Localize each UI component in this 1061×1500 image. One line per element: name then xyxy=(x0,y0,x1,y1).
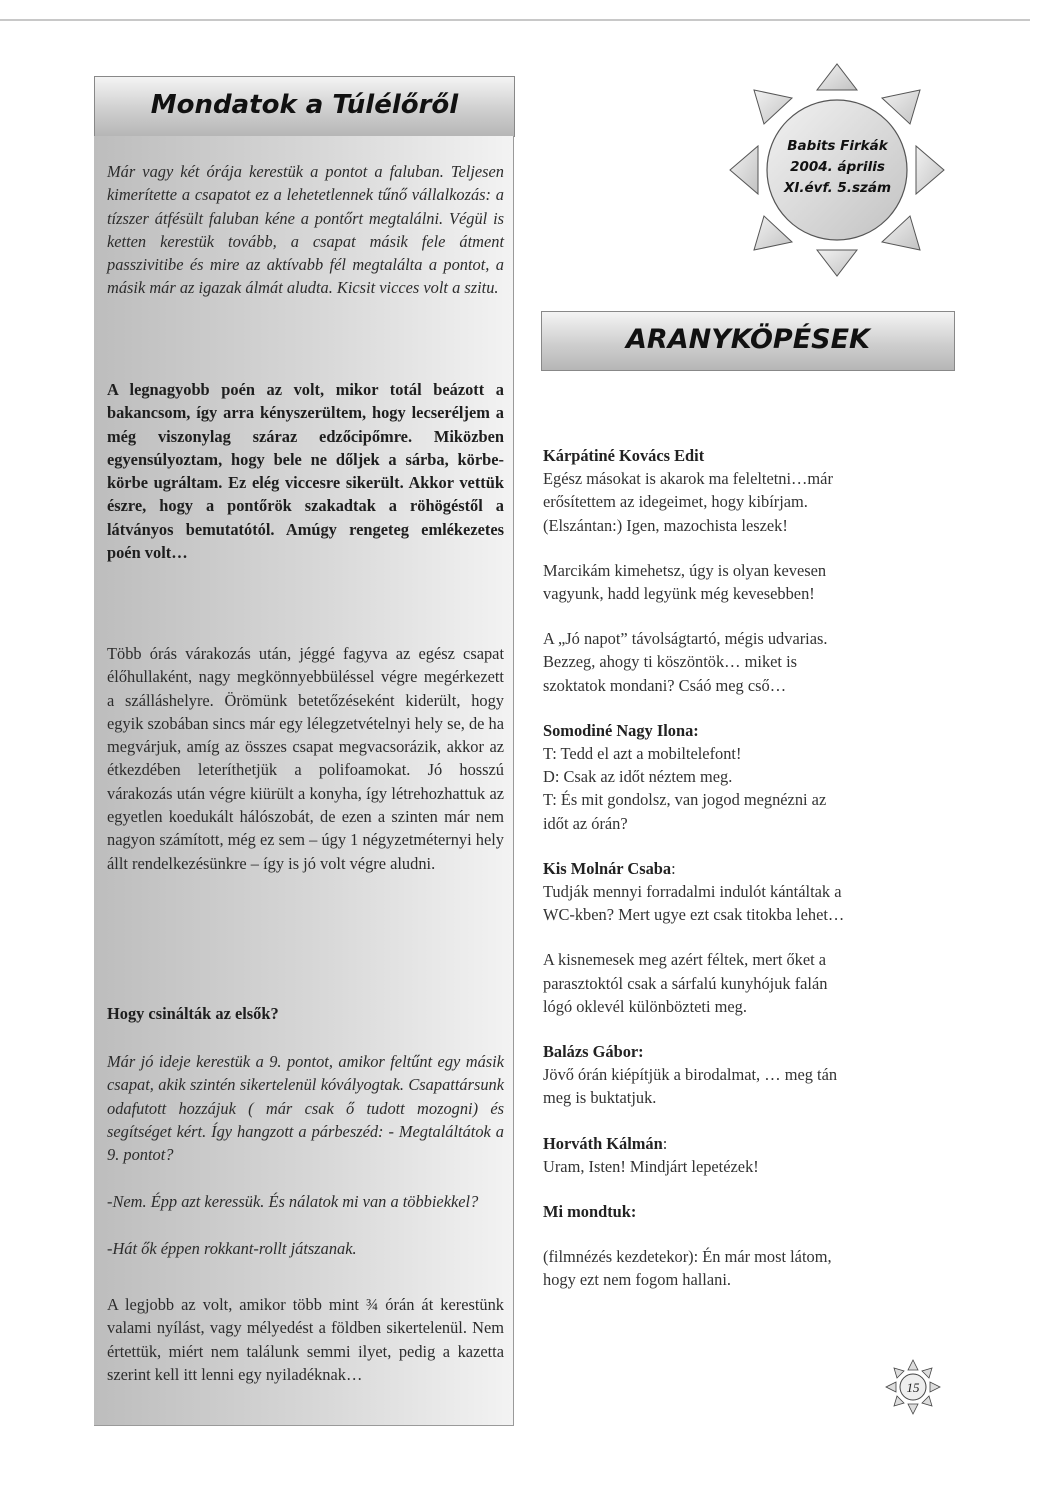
quote-line: Jövő órán kiépítjük a birodalmat, … meg tán xyxy=(543,1065,838,1085)
quote-line: T: És mit gondolsz, van jogod megnézni az xyxy=(543,790,827,810)
quote-block-5 xyxy=(543,857,943,927)
quote-block-2 xyxy=(543,559,943,605)
quote-line: Tudják mennyi forradalmi indulót kántáltak a xyxy=(543,882,842,902)
quote-line: erősítettem az idegeimet, hogy kibírjam. xyxy=(543,492,808,512)
quote-line: A „Jó napot” távolságtartó, mégis udvarias. xyxy=(543,629,828,649)
quote-block-9 xyxy=(543,1200,943,1223)
speaker-name: Balázs Gábor: xyxy=(543,1042,644,1062)
small-sun-icon xyxy=(882,1356,944,1418)
speaker-name: Horváth Kálmán xyxy=(543,1133,663,1153)
quote-line: WC-kben? Mert ugye ezt csak titokba lehet… xyxy=(543,905,845,925)
quote-line: T: Tedd el azt a mobiltelefont! xyxy=(543,744,742,764)
quote-line: szoktatok mondani? Csáó meg cső… xyxy=(543,675,787,695)
speaker-name: Kis Molnár Csaba xyxy=(543,858,672,878)
quote-line: (Elszántan:) Igen, mazochista leszek! xyxy=(543,515,788,535)
quote-block-10 xyxy=(543,1245,943,1291)
page-number-badge xyxy=(882,1356,944,1418)
speaker-name: Kárpátiné Kovács Edit xyxy=(543,446,705,465)
quote-block-8 xyxy=(543,1132,943,1178)
badge-line-2: 2004. április xyxy=(790,159,885,175)
quote-line: időt az órán? xyxy=(543,813,628,833)
paragraph-4: Már jó ideje kerestük a 9. pontot, amikor feltűnt egy másik csapat, akik szintén sikertelenül kóvályogtak. Csapattársunk odafutott hozzájuk ( már csak ő tudott mozogni) és segítséget kért. Így hangzott a párbeszéd: - Megtaláltátok a 9. pontot? xyxy=(107,1052,504,1165)
quote-line: lógó oklevél különbözteti meg. xyxy=(543,996,747,1016)
quote-line: D: Csak az időt néztem meg. xyxy=(543,767,733,787)
right-title: ARANYKÖPÉSEK xyxy=(626,324,870,355)
quote-block-4 xyxy=(543,719,943,835)
speaker-colon: : xyxy=(671,858,676,878)
speaker-name: Somodiné Nagy Ilona: xyxy=(543,720,699,740)
paragraph-6: -Hát ők éppen rokkant-rollt játszanak. xyxy=(107,1239,357,1258)
quote-line: Uram, Isten! Mindjárt lepetézek! xyxy=(543,1156,759,1176)
quote-line: vagyunk, hadd legyünk még kevesebben! xyxy=(543,584,815,604)
quote-line: Marcikám kimehetsz, úgy is olyan kevesen xyxy=(543,560,827,580)
paragraph-5: -Nem. Épp azt keressük. És nálatok mi van a többiekkel? xyxy=(107,1192,479,1211)
speaker-colon: : xyxy=(662,1133,668,1153)
badge-line-3: XI.évf. 5.szám xyxy=(783,180,892,196)
quote-block-7 xyxy=(543,1040,943,1110)
right-title-banner xyxy=(541,311,955,371)
left-title: Mondatok a Túlélőről xyxy=(150,90,459,120)
quote-line: Egész másokat is akarok ma feleltetni…már xyxy=(543,469,833,489)
quotes-column xyxy=(543,444,943,1292)
speaker-name: Mi mondtuk: xyxy=(543,1202,637,1222)
issue-badge xyxy=(720,58,955,278)
subheading-first: Hogy csinálták az elsők? xyxy=(107,1004,279,1023)
quote-line: hogy ezt nem fogom hallani. xyxy=(543,1270,731,1290)
left-title-banner xyxy=(94,76,515,137)
quote-block-3 xyxy=(543,627,943,697)
paragraph-3: Több órás várakozás után, jéggé fagyva az egész csapat élőhullaként, nagy megkönnyebbüléssel végre megérkezett a szálláshelyre. Örömünk betetőzéseként kiderült, hogy egyik szobában sincs már egy lélegzetvételnyi hely se, de ha megvárjuk, amíg az összes csapat megvacsorázik, akkor az étkezdében leteríthetjük a polifoamokat. Jó hosszú várakozás után végre kiürült a konyha, így létrehozhattuk az egyetlen koedukált hálószobát, de ezen a szinten már nem nagyon számított, még ez sem – úgy 1 négyzetméternyi hely állt rendelkezésünkre – így is jó volt végre aludni. xyxy=(107,644,504,873)
quote-line: parasztoktól csak a sárfalú kunyhójuk falán xyxy=(543,973,828,993)
paragraph-7: A legjobb az volt, amikor több mint ¾ órán át kerestünk valami nyílást, vagy mélyedést a földben sikertelenül. Nem értettük, miért nem találunk semmi ilyet, pedig a kazetta szerint kell itt lenni egy nyiladéknak… xyxy=(107,1295,504,1384)
quote-line: meg is buktatjuk. xyxy=(543,1088,657,1108)
paragraph-2: A legnagyobb poén az volt, mikor totál beázott a bakancsom, így arra kényszerültem, hogy lecseréljem a még viszonylag száraz edzőcipőmre. Miközben egyensúlyoztam, hogy bele ne dőljek a sárba, körbe-körbe ugráltam. Ez elég viccesre sikerült. Akkor vettük észre, hogy a pontőrök szakadtak a röhögéstől a látványos bemutatótól. Amúgy rengeteg emlékezetes poén volt… xyxy=(107,380,504,563)
quote-block-6 xyxy=(543,948,943,1018)
paragraph-1: Már vagy két órája kerestük a pontot a faluban. Teljesen kimerítette a csapatot ez a lehetetlennek tűnő vállalkozás: a tízszer átfésült faluban kéne a pontőrt megtalálni. Végül is ketten kerestük tovább, a csapat másik fele átment passzivitibe és mire az aktívabb fél megtalálta a pontot, a másik már az igazak álmát aludta. Kicsit vicces volt a szitu. xyxy=(107,162,504,298)
quote-line: (filmnézés kezdetekor): Én már most látom, xyxy=(543,1247,832,1267)
quote-line: A kisnemesek meg azért féltek, mert őket a xyxy=(543,950,827,970)
page-number: 15 xyxy=(906,1380,920,1395)
quote-line: Bezzeg, ahogy ti köszöntök… miket is xyxy=(543,652,798,672)
quote-block-1 xyxy=(543,444,943,537)
badge-line-1: Babits Firkák xyxy=(787,138,888,154)
top-rule xyxy=(0,19,1030,21)
